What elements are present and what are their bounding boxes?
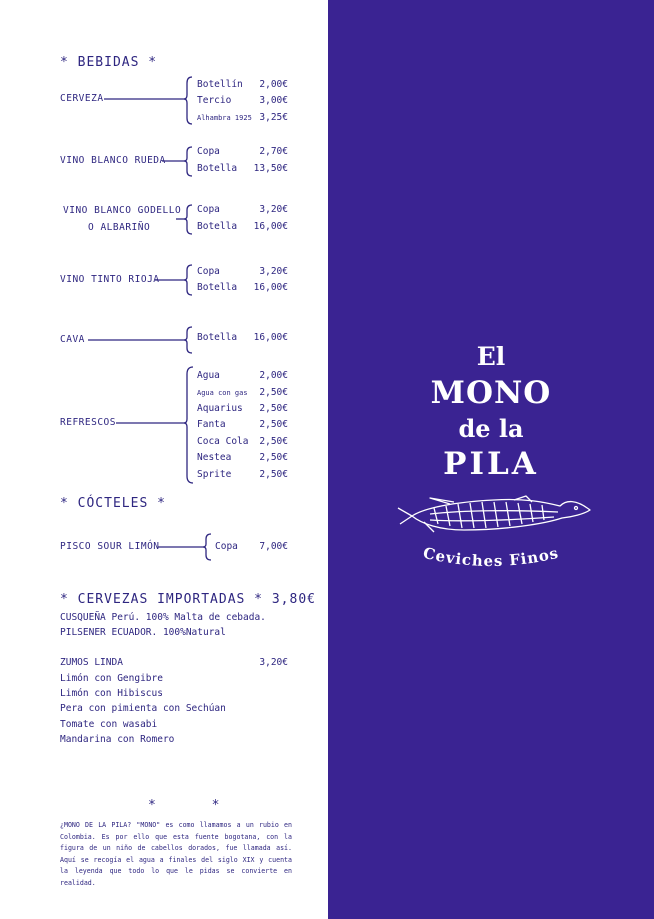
drink-name-godello: VINO BLANCO GODELLO [63,205,182,216]
item-label: Aquarius [197,403,243,414]
drink-name-rueda: VINO BLANCO RUEDA [60,155,166,166]
logo-pila: PILA [443,446,539,482]
item-label: Botella [197,221,238,232]
item-label: Copa [215,541,238,552]
drink-name-rioja: VINO TINTO RIOJA [60,274,160,285]
zumos-price: 3,20€ [259,657,288,668]
item-price: 2,00€ [259,370,288,381]
item-label: Nestea [197,452,232,463]
item-label: Copa [197,146,220,157]
item-price: 13,50€ [253,163,288,174]
item-price: 3,20€ [259,266,288,277]
drink-name-pisco: PISCO SOUR LIMÓN [60,541,160,552]
story-text: ¿MONO DE LA PILA? "MONO" es como llamamos a un rubio en Colombia. Es por ello que esta fuente bogotana, con la figura de un niño de cabellos dorados, fue llamada así. Aquí se recogía el agua a finales del siglo XIX y cuenta la leyenda que todo lo que le pidas se convierte en realidad. [60,821,292,887]
item-label: Sprite [197,469,232,480]
zumo-item: Limón con Hibiscus [60,688,163,699]
decorative-stars: * * [148,798,244,813]
item-label: Botella [197,332,238,343]
item-price: 3,00€ [259,95,288,106]
zumos-title: ZUMOS LINDA [60,657,123,668]
item-price: 16,00€ [253,282,288,293]
item-label: Agua [197,370,220,381]
item-label: Botella [197,282,238,293]
item-price: 2,50€ [259,436,288,447]
item-price: 7,00€ [259,541,288,552]
logo-de-la: de la [458,414,524,443]
zumo-item: Tomate con wasabi [60,719,158,730]
drink-name-albarino: O ALBARIÑO [88,222,151,233]
logo-mono: MONO [430,375,552,411]
drink-name-refrescos: REFRESCOS [60,417,116,428]
item-price: 16,00€ [253,332,288,343]
section-title-bebidas: * BEBIDAS * [60,55,158,70]
item-price: 3,20€ [259,204,288,215]
item-label: Copa [197,204,220,215]
fish-icon [394,490,596,538]
brand-panel [328,0,654,919]
item-price: 2,70€ [259,146,288,157]
logo-el: El [476,342,506,371]
zumo-item: Limón con Gengibre [60,673,163,684]
imported-beer-line: CUSQUEÑA Perú. 100% Malta de cebada. [60,612,266,623]
item-price: 2,50€ [259,419,288,430]
item-label: Agua con gas [197,389,248,397]
item-label: Copa [197,266,220,277]
tagline [391,535,591,585]
item-label: Botellín [197,79,243,90]
svg-text:Ceviches Finos: Ceviches Finos [421,543,561,571]
item-price: 2,50€ [259,469,288,480]
drink-name-cerveza: CERVEZA [60,93,104,104]
section-title-cocteles: * CÓCTELES * [60,496,166,511]
section-title-importadas: * CERVEZAS IMPORTADAS * 3,80€ [60,592,316,607]
item-label: Tercio [197,95,232,106]
item-price: 3,25€ [259,112,288,123]
item-label: Fanta [197,419,226,430]
zumo-item: Pera con pimienta con Sechúan [60,703,226,714]
item-price: 2,50€ [259,403,288,414]
item-price: 2,50€ [259,452,288,463]
item-label: Coca Cola [197,436,249,447]
item-price: 2,50€ [259,387,288,398]
item-price: 16,00€ [253,221,288,232]
item-label: Botella [197,163,238,174]
item-price: 2,00€ [259,79,288,90]
drink-name-cava: CAVA [60,334,85,345]
item-label: Alhambra 1925 [197,114,252,122]
zumo-item: Mandarina con Romero [60,734,175,745]
imported-beer-line: PILSENER ECUADOR. 100%Natural [60,627,226,638]
